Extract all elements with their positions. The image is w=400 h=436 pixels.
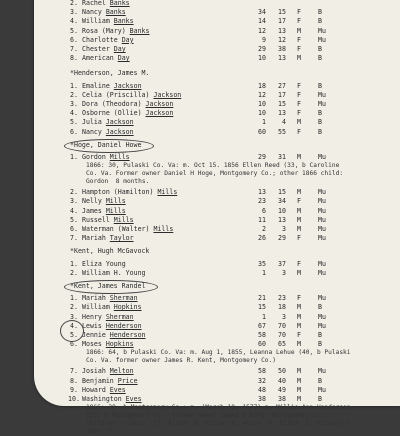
age-1866-value: 12 — [278, 35, 286, 44]
age-value: 32 — [258, 376, 266, 385]
person-name — [82, 269, 146, 278]
sex-value: F — [297, 35, 301, 44]
sex-value: M — [297, 188, 301, 197]
first-name: William H. Young — [82, 268, 146, 277]
person-name — [82, 54, 130, 63]
person-name — [82, 234, 134, 243]
age-1866-value: 55 — [278, 127, 286, 136]
race-value: Mu — [318, 100, 326, 108]
entry-number: 10. — [68, 395, 80, 403]
person-name — [82, 8, 126, 17]
first-name: Benjamin — [82, 376, 118, 385]
surname: Jackson — [105, 127, 134, 136]
age-value: 21 — [258, 294, 266, 303]
table-row — [0, 188, 400, 197]
age-1866-value: 15 — [278, 188, 286, 197]
race-value: Mu — [318, 321, 326, 330]
first-name: Gordon — [82, 153, 110, 161]
first-name: Rosa (Mary) — [82, 26, 130, 35]
race-value: Mu — [318, 153, 326, 161]
entry-number: 8. — [70, 376, 78, 385]
race-value: Mu — [318, 90, 326, 99]
entry-number: 3. — [70, 197, 78, 206]
surname: Jackson — [153, 90, 182, 99]
surname: Day — [113, 45, 126, 53]
first-name: Hampton (Hamilton) — [82, 188, 158, 197]
table-row — [0, 45, 400, 54]
sex-value: F — [297, 259, 301, 268]
sex-value: F — [297, 45, 301, 53]
first-name: Chester — [82, 45, 114, 53]
sex-value: M — [297, 225, 301, 233]
sex-value: M — [297, 312, 301, 321]
age-value: 48 — [258, 385, 266, 394]
age-1866-value: 13 — [278, 54, 286, 63]
age-value: 1 — [262, 268, 266, 277]
table-row — [0, 294, 400, 303]
person-name — [82, 313, 134, 322]
first-name: Dora (Theodora) — [82, 100, 146, 108]
age-1866-value: 17 — [278, 17, 286, 26]
race-value: B — [318, 54, 322, 63]
surname: Eves — [125, 395, 142, 403]
entry-number: 1. — [70, 81, 78, 90]
person-name — [82, 340, 134, 349]
first-name: Mariah — [82, 234, 110, 243]
age-value: 18 — [258, 81, 266, 90]
entry-number: 2. — [70, 90, 78, 99]
race-value: Mu — [318, 215, 326, 224]
sex-value: M — [297, 385, 301, 394]
age-1866-value: 3 — [282, 225, 286, 233]
race-value: B — [318, 395, 322, 403]
age-value: 23 — [258, 197, 266, 206]
entry-number: 3. — [70, 312, 78, 321]
surname: Banks — [113, 17, 134, 26]
sex-value: F — [297, 294, 301, 303]
table-row — [0, 118, 400, 127]
race-value: Mu — [318, 35, 326, 44]
surname: Mills — [113, 215, 134, 224]
surname: Taylor — [109, 234, 134, 243]
entry-number: 6. — [70, 340, 78, 349]
first-name: Russell — [82, 215, 114, 224]
table-row — [0, 100, 400, 109]
surname: Jackson — [145, 109, 174, 118]
entry-number: 5. — [70, 215, 78, 224]
entry-number: 5. — [70, 26, 78, 35]
age-value: 15 — [258, 303, 266, 312]
age-value: 29 — [258, 45, 266, 53]
age-value: 34 — [258, 8, 266, 17]
age-1866-value: 15 — [278, 8, 286, 17]
sex-value: M — [297, 153, 301, 161]
age-value: 14 — [258, 17, 266, 26]
age-value: 67 — [258, 321, 266, 330]
sex-value: M — [297, 268, 301, 277]
person-name — [82, 188, 177, 197]
first-name: William — [82, 17, 114, 26]
sex-value: F — [297, 81, 301, 90]
sex-value: F — [297, 127, 301, 136]
age-value: 60 — [258, 340, 266, 349]
note-text: 1866: 64, b Pulaski Co. Va: m. Aug 1, 1855, Leanna Lehue (40, b Pulaski Co. Va. former owner James R. Kent, Montgomery Co.) — [86, 349, 351, 365]
surname: Henderson — [109, 331, 146, 339]
entry-number: 3. — [70, 100, 78, 108]
age-1866-value: 50 — [278, 367, 286, 376]
sex-value: F — [297, 100, 301, 108]
age-1866-value: 27 — [278, 81, 286, 90]
person-name — [82, 17, 134, 26]
race-value: Mu — [318, 206, 326, 215]
age-value: 11 — [258, 215, 266, 224]
sex-value: M — [297, 26, 301, 35]
age-value: 12 — [258, 26, 266, 35]
table-row — [0, 27, 400, 36]
table-row — [0, 216, 400, 225]
person-name — [82, 153, 130, 162]
sex-value: M — [297, 376, 301, 385]
race-value: B — [318, 127, 322, 136]
owner-heading: *Kent, Hugh McGavock — [70, 247, 150, 256]
entry-number: 2. — [70, 303, 78, 312]
race-value: Mu — [318, 312, 326, 321]
age-value: 2 — [262, 225, 266, 233]
entry-number: 5. — [70, 118, 78, 127]
first-name: Waterman (Walter) — [82, 225, 154, 233]
age-value: 6 — [262, 206, 266, 215]
race-value: Mu — [318, 26, 326, 35]
sex-value: M — [297, 118, 301, 127]
entry-number: 4. — [70, 321, 78, 330]
owner-heading: *Kent, James Randel — [70, 282, 146, 290]
table-row — [0, 8, 400, 17]
table-row — [0, 260, 400, 269]
person-name — [82, 118, 134, 127]
surname: Jackson — [113, 81, 142, 90]
person-name — [82, 91, 181, 100]
table-row — [0, 0, 400, 8]
age-1866-value: 3 — [282, 268, 286, 277]
first-name: Jennie — [82, 331, 110, 339]
race-value: B — [318, 331, 322, 339]
age-1866-value: 23 — [278, 294, 286, 303]
race-value: Mu — [318, 234, 326, 243]
race-value: B — [318, 81, 322, 90]
first-name: Osborne (Ollie) — [82, 109, 146, 118]
age-value: 58 — [258, 331, 266, 339]
age-value: 13 — [258, 188, 266, 197]
race-value: Mu — [318, 294, 326, 303]
entry-number: 1. — [70, 294, 78, 303]
note-text: 1866: 39, b Montgomery Co.: m. (March 18, 1577) m. Millie Ann Henderson (33, b Montgomery Co., former owner James R Kent, Montgomery Co.) Children: Lewis 17, Alice 8, Eliza 6, Alice 8, Eliza 6, Richard 3, John 1. — [86, 404, 355, 436]
entry-number: 4. — [70, 109, 78, 118]
entry-number: 9. — [70, 385, 78, 394]
person-name — [82, 0, 130, 8]
person-name — [82, 197, 126, 206]
race-value: B — [318, 8, 322, 17]
note-text: 1866: 30, Pulaski Co. Va: m. Oct 15. 1856 Ellen Reed (33, b Caroline Co. Va. Former owner Daniel H Hoge, Montgomery Co.; other 1866 child: Gordon 8 months. — [86, 162, 344, 186]
circled-mark — [60, 320, 84, 342]
entry-number: 8. — [70, 54, 78, 63]
age-value: 38 — [258, 395, 266, 403]
sex-value: F — [297, 234, 301, 243]
surname: Mills — [157, 188, 178, 197]
race-value: B — [318, 17, 322, 26]
surname: Hopkins — [113, 303, 142, 312]
owner-heading: *Henderson, James M. — [70, 69, 150, 78]
person-name — [82, 225, 173, 234]
table-row — [0, 340, 400, 349]
race-value: Mu — [318, 188, 326, 197]
age-1866-value: 34 — [278, 197, 286, 206]
first-name: Nelly — [82, 197, 106, 206]
table-row — [0, 128, 400, 137]
race-value: B — [318, 376, 322, 385]
age-1866-value: 17 — [278, 90, 286, 99]
circled-mark — [64, 139, 154, 153]
surname: Price — [117, 376, 138, 385]
sex-value: M — [297, 215, 301, 224]
age-value: 1 — [262, 312, 266, 321]
race-value: B — [318, 118, 322, 127]
age-1866-value: 10 — [278, 206, 286, 215]
age-1866-value: 13 — [278, 215, 286, 224]
age-1866-value: 15 — [278, 100, 286, 108]
surname: Sherman — [109, 294, 138, 303]
circled-mark — [64, 280, 158, 294]
sex-value: M — [297, 340, 301, 349]
entry-number: 6. — [70, 225, 78, 233]
surname: Melton — [109, 367, 134, 376]
race-value: Mu — [318, 259, 326, 268]
person-name — [82, 294, 138, 303]
sex-value: F — [297, 109, 301, 118]
age-1866-value: 38 — [278, 45, 286, 53]
sex-value: F — [297, 17, 301, 26]
entry-number: 4. — [70, 206, 78, 215]
first-name: Nancy — [82, 8, 106, 17]
race-value: Mu — [318, 197, 326, 206]
person-name — [82, 207, 126, 216]
person-name — [82, 216, 134, 225]
entry-number: 7. — [70, 45, 78, 53]
surname: Banks — [105, 8, 126, 17]
person-name — [82, 367, 134, 376]
entry-number: 2. — [70, 0, 78, 7]
table-row — [0, 153, 400, 162]
first-name: Washington — [82, 395, 126, 403]
surname: Eves — [109, 385, 126, 394]
surname: Hopkins — [105, 340, 134, 349]
age-value: 10 — [258, 100, 266, 108]
person-name — [82, 109, 173, 118]
age-1866-value: 70 — [278, 331, 286, 339]
race-value: B — [318, 303, 322, 312]
age-value: 29 — [258, 153, 266, 161]
surname: Mills — [153, 225, 174, 233]
entry-number: 7. — [70, 234, 78, 243]
person-name — [82, 27, 150, 36]
table-row — [0, 313, 400, 322]
sex-value: M — [297, 367, 301, 376]
age-1866-value: 3 — [282, 312, 286, 321]
first-name: Eliza Young — [82, 259, 126, 268]
entry-number: 1. — [70, 259, 78, 268]
table-row — [0, 54, 400, 63]
age-value: 9 — [262, 35, 266, 44]
surname: Sherman — [105, 312, 134, 321]
person-name — [82, 322, 142, 331]
sex-value: F — [297, 90, 301, 99]
age-1866-value: 49 — [278, 385, 286, 394]
sex-value: M — [297, 395, 301, 403]
sex-value: F — [297, 197, 301, 206]
age-1866-value: 65 — [278, 340, 286, 349]
owner-heading: *Hoge, Daniel Howe — [70, 140, 142, 149]
race-value: Mu — [318, 385, 326, 394]
sex-value: M — [297, 303, 301, 312]
sex-value: M — [297, 206, 301, 215]
age-value: 58 — [258, 367, 266, 376]
race-value: B — [318, 340, 322, 349]
person-name — [82, 36, 134, 45]
sex-value: F — [297, 331, 301, 339]
person-name — [82, 128, 134, 137]
first-name: James — [82, 206, 106, 215]
person-name — [82, 45, 126, 54]
age-1866-value: 13 — [278, 109, 286, 118]
table-row — [0, 377, 400, 386]
age-1866-value: 38 — [278, 395, 286, 403]
surname: Mills — [109, 153, 130, 161]
surname: Banks — [129, 26, 150, 35]
first-name: Mariah — [82, 294, 110, 303]
table-row — [0, 82, 400, 91]
first-name: Charlotte — [82, 35, 122, 44]
table-row — [0, 386, 400, 395]
entry-number: 1. — [70, 153, 78, 161]
age-1866-value: 29 — [278, 234, 286, 243]
surname: Jackson — [145, 100, 174, 108]
surname: Henderson — [105, 321, 142, 330]
person-name — [82, 100, 173, 109]
first-name: Celia (Priscilla) — [82, 90, 154, 99]
entry-number: 5. — [70, 331, 78, 339]
sex-value: M — [297, 54, 301, 63]
first-name: Moses — [82, 340, 106, 349]
first-name: Rachel — [82, 0, 110, 7]
surname: Mills — [105, 206, 126, 215]
person-name — [82, 377, 138, 386]
table-row — [0, 303, 400, 312]
entry-number: 2. — [70, 188, 78, 197]
first-name: Nancy — [82, 127, 106, 136]
surname: Banks — [109, 0, 130, 7]
race-value: B — [318, 109, 322, 118]
age-value: 35 — [258, 259, 266, 268]
table-row — [0, 367, 400, 376]
entry-number: 4. — [70, 17, 78, 26]
age-1866-value: 13 — [278, 26, 286, 35]
first-name: Julia — [82, 118, 106, 127]
first-name: Henry — [82, 312, 106, 321]
race-value: Mu — [318, 225, 326, 233]
race-value: Mu — [318, 367, 326, 376]
surname: Mills — [105, 197, 126, 206]
table-row — [0, 109, 400, 118]
entry-number: 2. — [70, 268, 78, 277]
entry-number: 6. — [70, 35, 78, 44]
entry-number: 6. — [70, 127, 78, 136]
table-row — [0, 234, 400, 243]
surname: Day — [121, 35, 134, 44]
table-row — [0, 269, 400, 278]
entry-number: 7. — [70, 367, 78, 376]
entry-number: 3. — [70, 8, 78, 17]
first-name: William — [82, 303, 114, 312]
person-name — [82, 303, 142, 312]
age-value: 12 — [258, 90, 266, 99]
table-row — [0, 36, 400, 45]
first-name: Lewis — [82, 321, 106, 330]
age-value: 10 — [258, 54, 266, 63]
table-row — [0, 17, 400, 26]
race-value: Mu — [318, 268, 326, 277]
age-value: 10 — [258, 109, 266, 118]
race-value: B — [318, 45, 322, 53]
age-1866-value: 37 — [278, 259, 286, 268]
first-name: Emaline — [82, 81, 114, 90]
age-value: 26 — [258, 234, 266, 243]
age-value: 1 — [262, 118, 266, 127]
surname: Day — [117, 54, 130, 63]
table-row — [0, 197, 400, 206]
age-1866-value: 70 — [278, 321, 286, 330]
age-1866-value: 40 — [278, 376, 286, 385]
age-1866-value: 31 — [278, 153, 286, 161]
first-name: American — [82, 54, 118, 63]
person-name — [82, 331, 146, 340]
person-name — [82, 386, 126, 395]
table-row — [0, 225, 400, 234]
first-name: Howard — [82, 385, 110, 394]
age-value: 60 — [258, 127, 266, 136]
sex-value: M — [297, 321, 301, 330]
first-name: Josiah — [82, 367, 110, 376]
table-row — [0, 91, 400, 100]
age-1866-value: 18 — [278, 303, 286, 312]
age-1866-value: 4 — [282, 118, 286, 127]
person-name — [82, 260, 126, 269]
person-name — [82, 82, 142, 91]
sex-value: F — [297, 8, 301, 17]
surname: Jackson — [105, 118, 134, 127]
table-row — [0, 207, 400, 216]
